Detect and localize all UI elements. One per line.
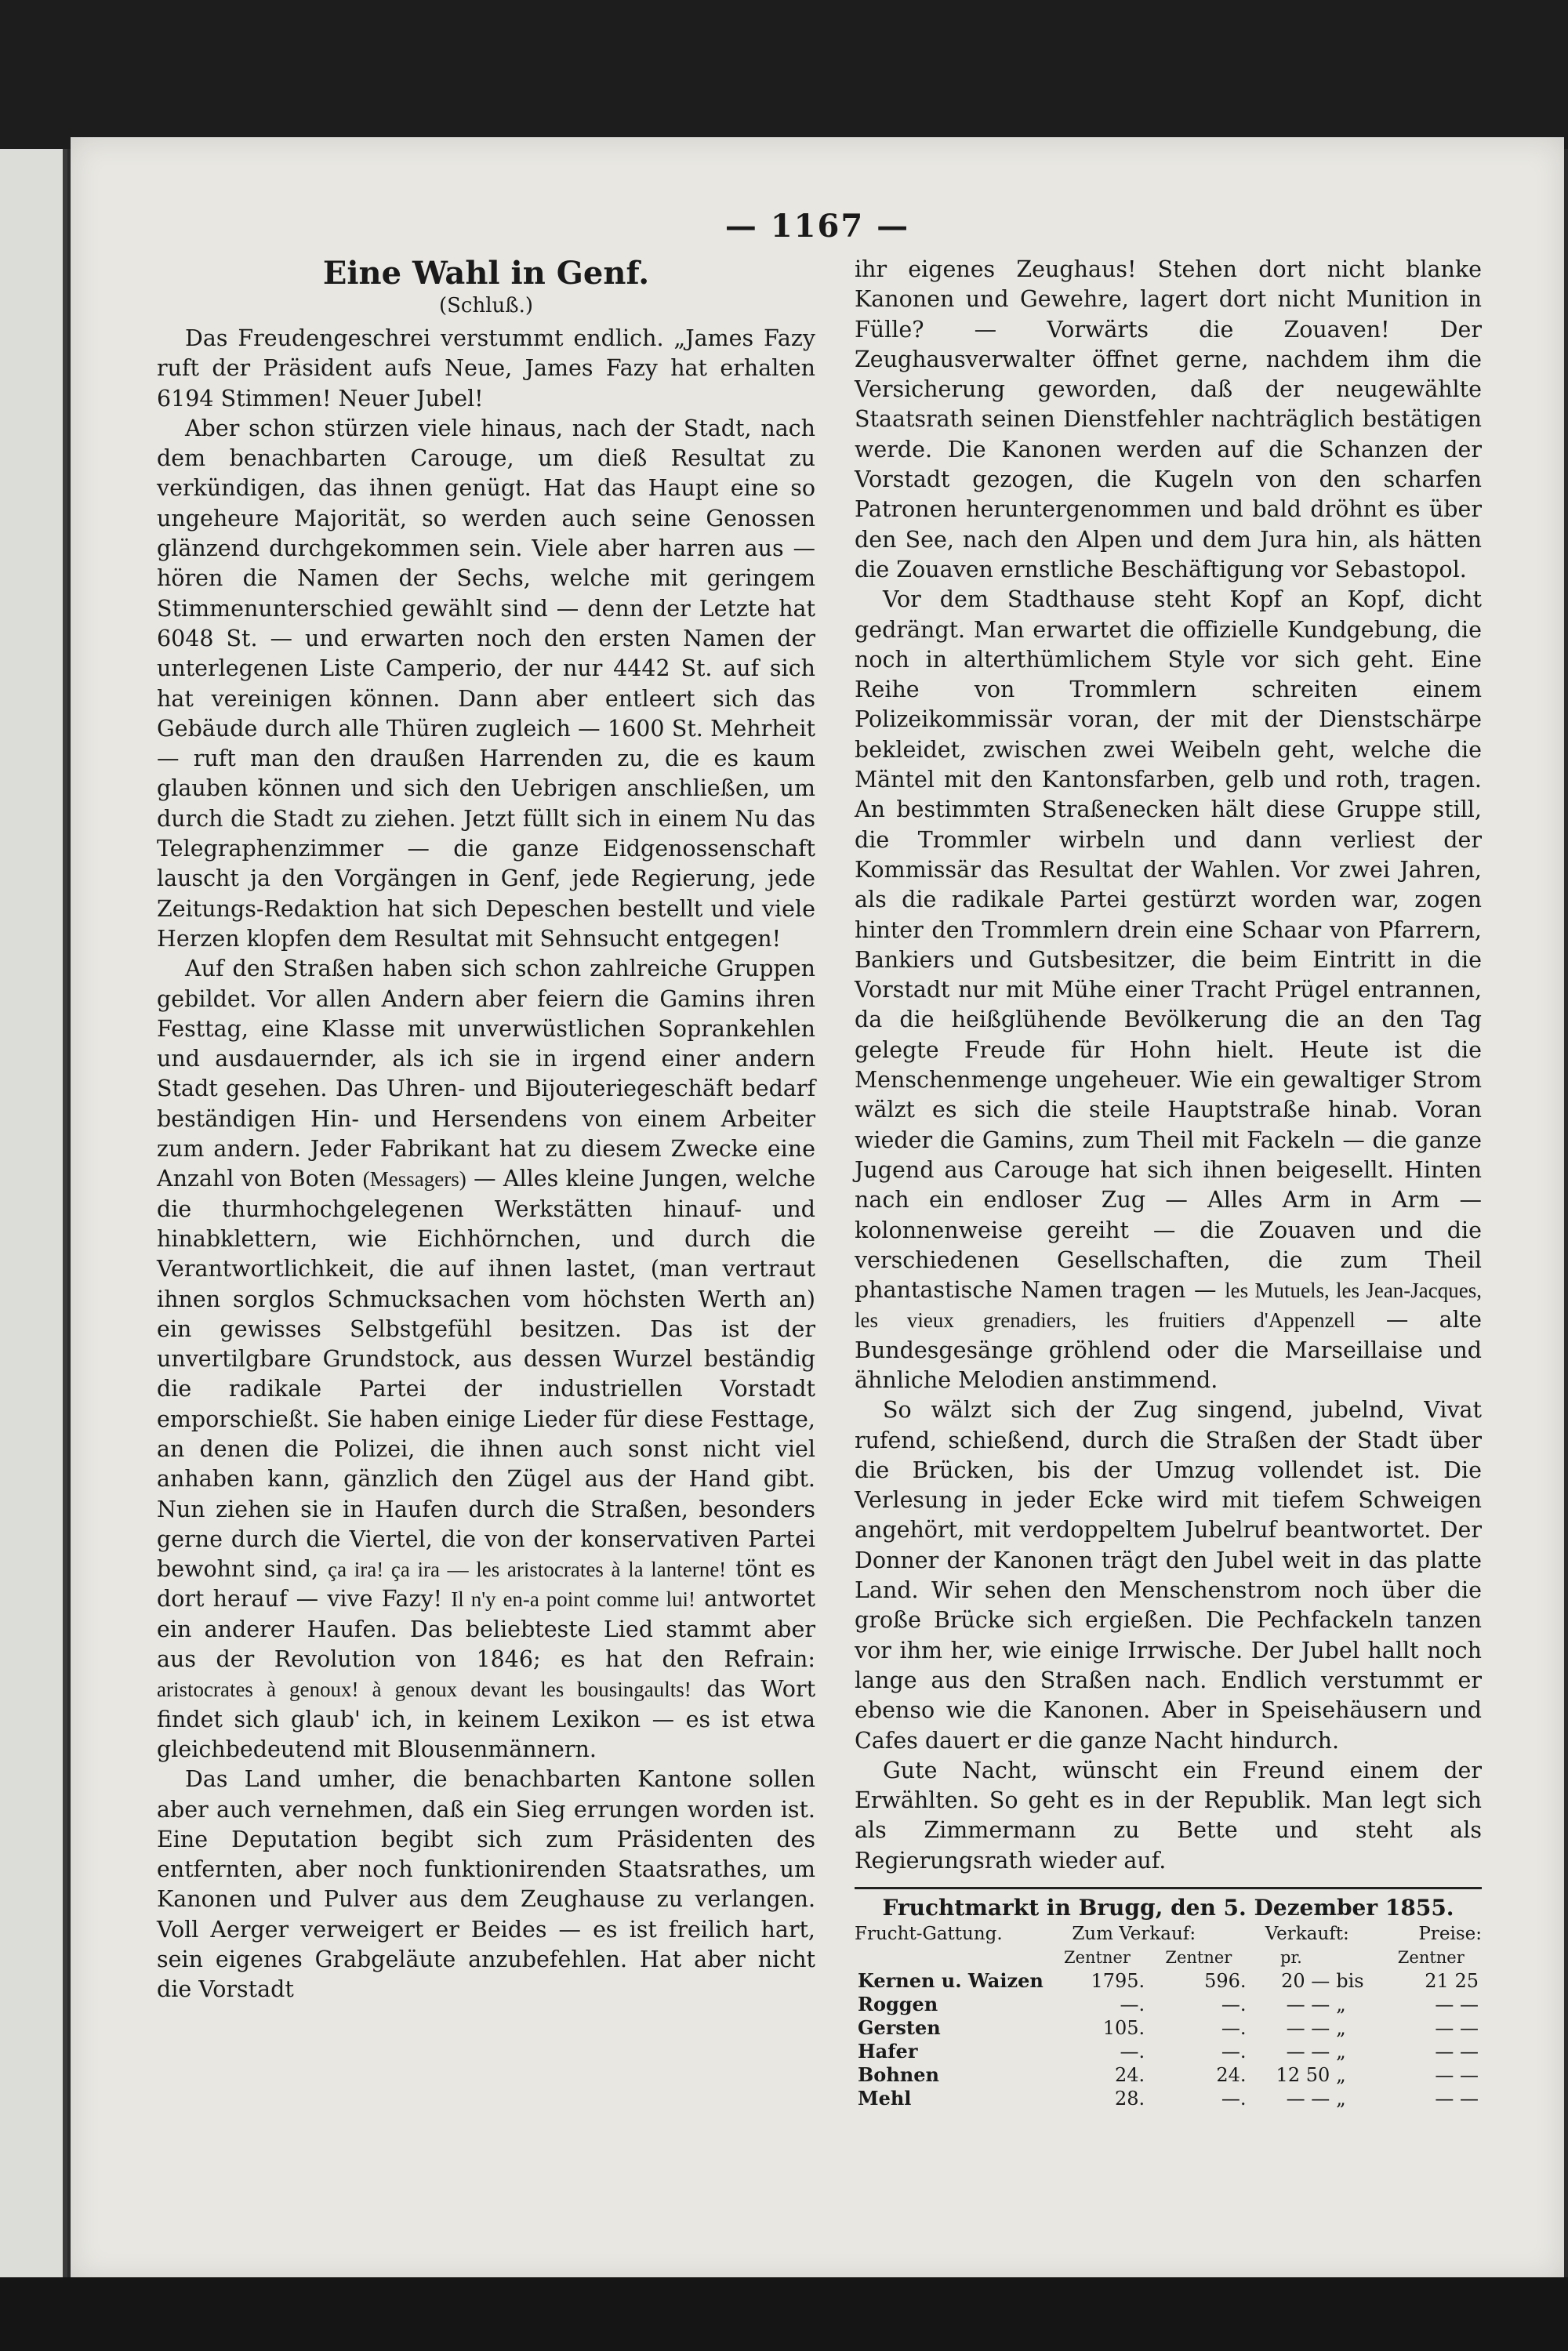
paragraph: Aber schon stürzen viele hinaus, nach der Stadt, nach dem benachbarten Carouge, um dieß Resultat zu verkündigen, das ihnen genügt. Hat das Haupt eine so ungeheure Majorität, so werden auch seine Genossen glänzend durchgekommen sein. Viele aber harren aus — hören die Namen der Sechs, welche mit geringem Stimmenunterschied gewählt sind — denn der Letzte hat 6048 St. — und erwarten noch den ersten Namen der unterlegenen Liste Camperio, der nur 4442 St. auf sich hat vereinigen können. Dann aber entleert sich das Gebäude durch alle Thüren zugleich — 1600 St. Mehrheit — ruft man den draußen Harrenden zu, die es kaum glauben können und sich den Uebrigen anschließen, um durch die Stadt zu ziehen. Jetzt füllt sich in einem Nu das Telegraphenzimmer — die ganze Eidgenossenschaft lauscht ja den Vorgängen in Genf, jede Regierung, jede Zeitungs-Redaktion hat sich Depeschen bestellt und viele Herzen klopfen dem Resultat mit Sehnsucht entgegen! <box>157 415 815 952</box>
scanner-background-bottom <box>0 2277 1568 2351</box>
table-row <box>855 2087 1482 2110</box>
price-from-cell: 20 — <box>1281 1970 1330 1993</box>
to-cell: „ <box>1336 1994 1346 2016</box>
product-cell: Kernen u. Waizen <box>858 1969 1044 1993</box>
paragraph-text: Auf den Straßen haben sich schon zahlreiche Gruppen gebildet. Vor allen Andern aber feiern die Gamins ihren Festtag, eine Klasse mit unverwüstlichen Soprankehlen und ausdauernder, als ich sie in irgend einer andern Stadt gesehen. Das Uhren- und Bijouteriegeschäft bedarf beständigen Hin- und Hersendens von einem Arbeiter zum andern. Jeder Fabrikant hat zu diesem Zwecke eine Anzahl von Boten <box>157 956 815 1192</box>
paragraph-text: — Alles kleine Jungen, welche die thurmhochgelegenen Werkstätten hinauf- und hinabklettern, wie Eichhörnchen, und durch die Verantwortlichkeit, die auf ihnen lastet, (man vertraut ihnen sorglos Schmucksachen vom höchsten Werth an) ein gewisses Selbstgefühl besitzen. Das ist der unvertilgbare Grundstock, aus dessen Wurzel beständig die radikale Partei der industriellen Vorstadt emporschießt. Sie haben einige Lieder für diese Festtage, an denen die Polizei, die ihnen auch sonst nicht viel anhaben kann, gänzlich den Zügel aus der Hand gibt. Nun ziehen sie in Haufen durch die Straßen, besonders gerne durch die Viertel, die von der konservativen Partei bewohnt sind, <box>157 1166 815 1583</box>
product-cell: Roggen <box>858 1993 938 2016</box>
article-title: Eine Wahl in Genf. <box>322 255 650 292</box>
left-column <box>157 255 815 2005</box>
to-cell: „ <box>1336 2041 1346 2063</box>
paragraph <box>855 585 1482 1395</box>
page-number: — 1167 — <box>724 208 910 245</box>
product-cell: Bohnen <box>858 2063 939 2087</box>
offered-cell: —. <box>1120 2041 1145 2063</box>
price-to-cell: — — <box>1435 1994 1479 2016</box>
table-row <box>855 2063 1482 2087</box>
previous-page-edge <box>0 149 67 2281</box>
paragraph-text: das Wort findet sich glaub' ich, in keinem Lexikon — es ist etwa gleichbedeutend mit Blousenmännern. <box>157 1676 816 1762</box>
article-subtitle: (Schluß.) <box>438 294 534 317</box>
product-cell: Gersten <box>858 2016 941 2040</box>
price-to-cell: — — <box>1435 2041 1479 2063</box>
right-column <box>855 255 1482 2110</box>
unit-label: pr. <box>1279 1948 1302 1968</box>
unit-row <box>855 1946 1482 1969</box>
paragraph-text: tönt es dort herauf — vive Fazy! <box>157 1556 816 1613</box>
unit-label: Zentner <box>1064 1948 1131 1968</box>
header-sold: Verkauft: <box>1265 1924 1349 1945</box>
sold-cell: 596. <box>1204 1970 1247 1993</box>
sold-cell: —. <box>1221 2088 1247 2110</box>
paragraph <box>157 954 815 1765</box>
unit-label: Zentner <box>1397 1948 1465 1968</box>
price-to-cell: — — <box>1435 2088 1479 2110</box>
latin-phrase: aristocrates à genoux! à genoux devant les bousingaults! <box>157 1678 691 1702</box>
table-row <box>855 2016 1482 2040</box>
latin-phrase: Il n'y en-a point comme lui! <box>451 1587 696 1612</box>
header-offered: Zum Verkauf: <box>1072 1924 1196 1945</box>
offered-cell: 105. <box>1102 2017 1145 2040</box>
price-from-cell: — — <box>1286 2088 1330 2110</box>
price-to-cell: — — <box>1435 2017 1479 2040</box>
scanner-background-top <box>0 0 1568 149</box>
paragraph: Das Freudengeschrei verstummt endlich. „James Fazy ruft der Präsident aufs Neue, James Fazy hat erhalten 6194 Stimmen! Neuer Jubel! <box>157 325 815 412</box>
price-from-cell: — — <box>1286 1994 1330 2016</box>
price-to-cell: — — <box>1435 2064 1479 2087</box>
price-to-cell: 21 25 <box>1425 1970 1479 1993</box>
paragraph-text: Vor dem Stadthause steht Kopf an Kopf, dicht gedrängt. Man erwartet die offizielle Kundgebung, die noch in alterthümlichem Style vor sich geht. Eine Reihe von Trommlern schreiten einem Polizeikommissär voran, der mit der Dienstschärpe bekleidet, zwischen zwei Weibeln geht, welche die Mäntel mit den Kantonsfarben, gelb und roth, tragen. An bestimmten Straßenecken hält diese Gruppe still, die Trommler wirbeln und dann verliest der Kommissär das Resultat der Wahlen. Vor zwei Jahren, als die radikale Partei gestürzt worden war, zogen hinter den Trommlern drein eine Schaar von Pfarrern, Bankiers und Gutsbesitzer, die beim Eintritt in die Vorstadt nur mit Mühe einer Tracht Prügel entrannen, da die heißglühende Bevölkerung die an den Tag gelegte Freude für Hohn hielt. Heute ist die Menschenmenge ungeheuer. Wie ein gewaltiger Strom wälzt es sich die steile Hauptstraße hinab. Voran wieder die Gamins, zum Theil mit Fackeln — die ganze Jugend aus Carouge hat sich ihnen beigesellt. Hinten nach ein endloser Zug — Alles Arm in Arm — kolonnenweise gereiht — die Zouaven und die verschiedenen Gesellschaften, die zum Theil phantastische Namen tragen — <box>855 586 1482 1304</box>
price-from-cell: — — <box>1286 2017 1330 2040</box>
table-row <box>855 2040 1482 2063</box>
market-report-title: Fruchtmarkt in Brugg, den 5. Dezember 1855. <box>882 1895 1454 1921</box>
page-sheet <box>71 137 1564 2281</box>
sold-cell: —. <box>1221 2017 1247 2040</box>
header-product: Frucht-Gattung. <box>855 1924 1003 1945</box>
price-from-cell: — — <box>1286 2041 1330 2063</box>
latin-phrase: (Messagers) <box>362 1167 466 1192</box>
offered-cell: 24. <box>1115 2064 1145 2087</box>
to-cell: „ <box>1336 2064 1346 2087</box>
product-cell: Hafer <box>858 2040 918 2063</box>
paragraph-text: antwortet ein anderer Haufen. Das beliebteste Lied stammt aber aus der Revolution von 1846; es hat den Refrain: <box>157 1586 815 1673</box>
market-header <box>855 1922 1482 1946</box>
sold-cell: —. <box>1221 2041 1247 2063</box>
price-from-cell: 12 50 <box>1276 2064 1330 2087</box>
sold-cell: —. <box>1221 1994 1247 2016</box>
to-cell: „ <box>1336 2017 1346 2040</box>
header-prices: Preise: <box>1418 1924 1482 1945</box>
offered-cell: 28. <box>1115 2088 1145 2110</box>
section-divider <box>855 1887 1482 1889</box>
latin-phrase: ça ira! ça ira — les aristocrates à la lanterne! <box>328 1558 727 1582</box>
table-row <box>855 1969 1482 1993</box>
offered-cell: —. <box>1120 1994 1145 2016</box>
paragraph: ihr eigenes Zeughaus! Stehen dort nicht blanke Kanonen und Gewehre, lagert dort nicht Munition in Fülle? — Vorwärts die Zouaven! Der Zeughausverwalter öffnet gerne, nachdem ihm die Versicherung geworden, daß der neugewählte Staatsrath seinen Dienstfehler nachträglich bestätigen werde. Die Kanonen werden auf die Schanzen der Vorstadt gezogen, die Kugeln von den scharfen Patronen heruntergenommen und bald dröhnt es über den See, nach den Alpen und dem Jura hin, als hätten die Zouaven ernstliche Beschäftigung vor Sebastopol. <box>855 256 1482 582</box>
market-table <box>855 1946 1482 2110</box>
article-body-right <box>855 255 1482 1876</box>
unit-label: Zentner <box>1165 1948 1232 1968</box>
to-cell: bis <box>1336 1970 1364 1993</box>
product-cell: Mehl <box>858 2087 912 2110</box>
sold-cell: 24. <box>1216 2064 1247 2087</box>
offered-cell: 1795. <box>1091 1970 1145 1993</box>
to-cell: „ <box>1336 2088 1346 2110</box>
paragraph: Das Land umher, die benachbarten Kantone sollen aber auch vernehmen, daß ein Sieg errungen worden ist. Eine Deputation begibt sich zum Präsidenten des entfernten, aber noch funktionirenden Staatsrathes, um Kanonen und Pulver aus dem Zeughause zu verlangen. Voll Aerger verweigert er Beides — es ist freilich hart, sein eigenes Grabgeläute anzubefehlen. Hat aber nicht die Vorstadt <box>157 1766 815 2003</box>
table-row <box>855 1993 1482 2016</box>
paragraph: Gute Nacht, wünscht ein Freund einem der Erwählten. So geht es in der Republik. Man legt sich als Zimmermann zu Bette und steht als Regierungsrath wieder auf. <box>855 1757 1482 1874</box>
article-body-left <box>157 324 815 2005</box>
paragraph-text: — alte Bundesgesänge gröhlend oder die Marseillaise und ähnliche Melodien anstimmend. <box>855 1307 1483 1393</box>
paragraph: So wälzt sich der Zug singend, jubelnd, Vivat rufend, schießend, durch die Straßen der Stadt über die Brücken, bis der Umzug vollendet ist. Die Verlesung in jeder Ecke wird mit tiefem Schweigen angehört, mit verdoppeltem Jubelruf beantwortet. Der Donner der Kanonen trägt den Jubel weit in das platte Land. Wir sehen den Menschenstrom noch über die große Brücke sich ergießen. Die Pechfackeln tanzen vor ihm her, wie einige Irrwische. Der Jubel hallt noch lange aus den Straßen nach. Endlich verstummt er ebenso wie die Kanonen. Aber in Speisehäusern und Cafes dauert er die ganze Nacht hindurch. <box>855 1397 1482 1754</box>
latin-phrase: les Mutuels, les Jean-Jacques, les vieux grenadiers, les fruitiers d'Appenzell <box>855 1279 1483 1333</box>
